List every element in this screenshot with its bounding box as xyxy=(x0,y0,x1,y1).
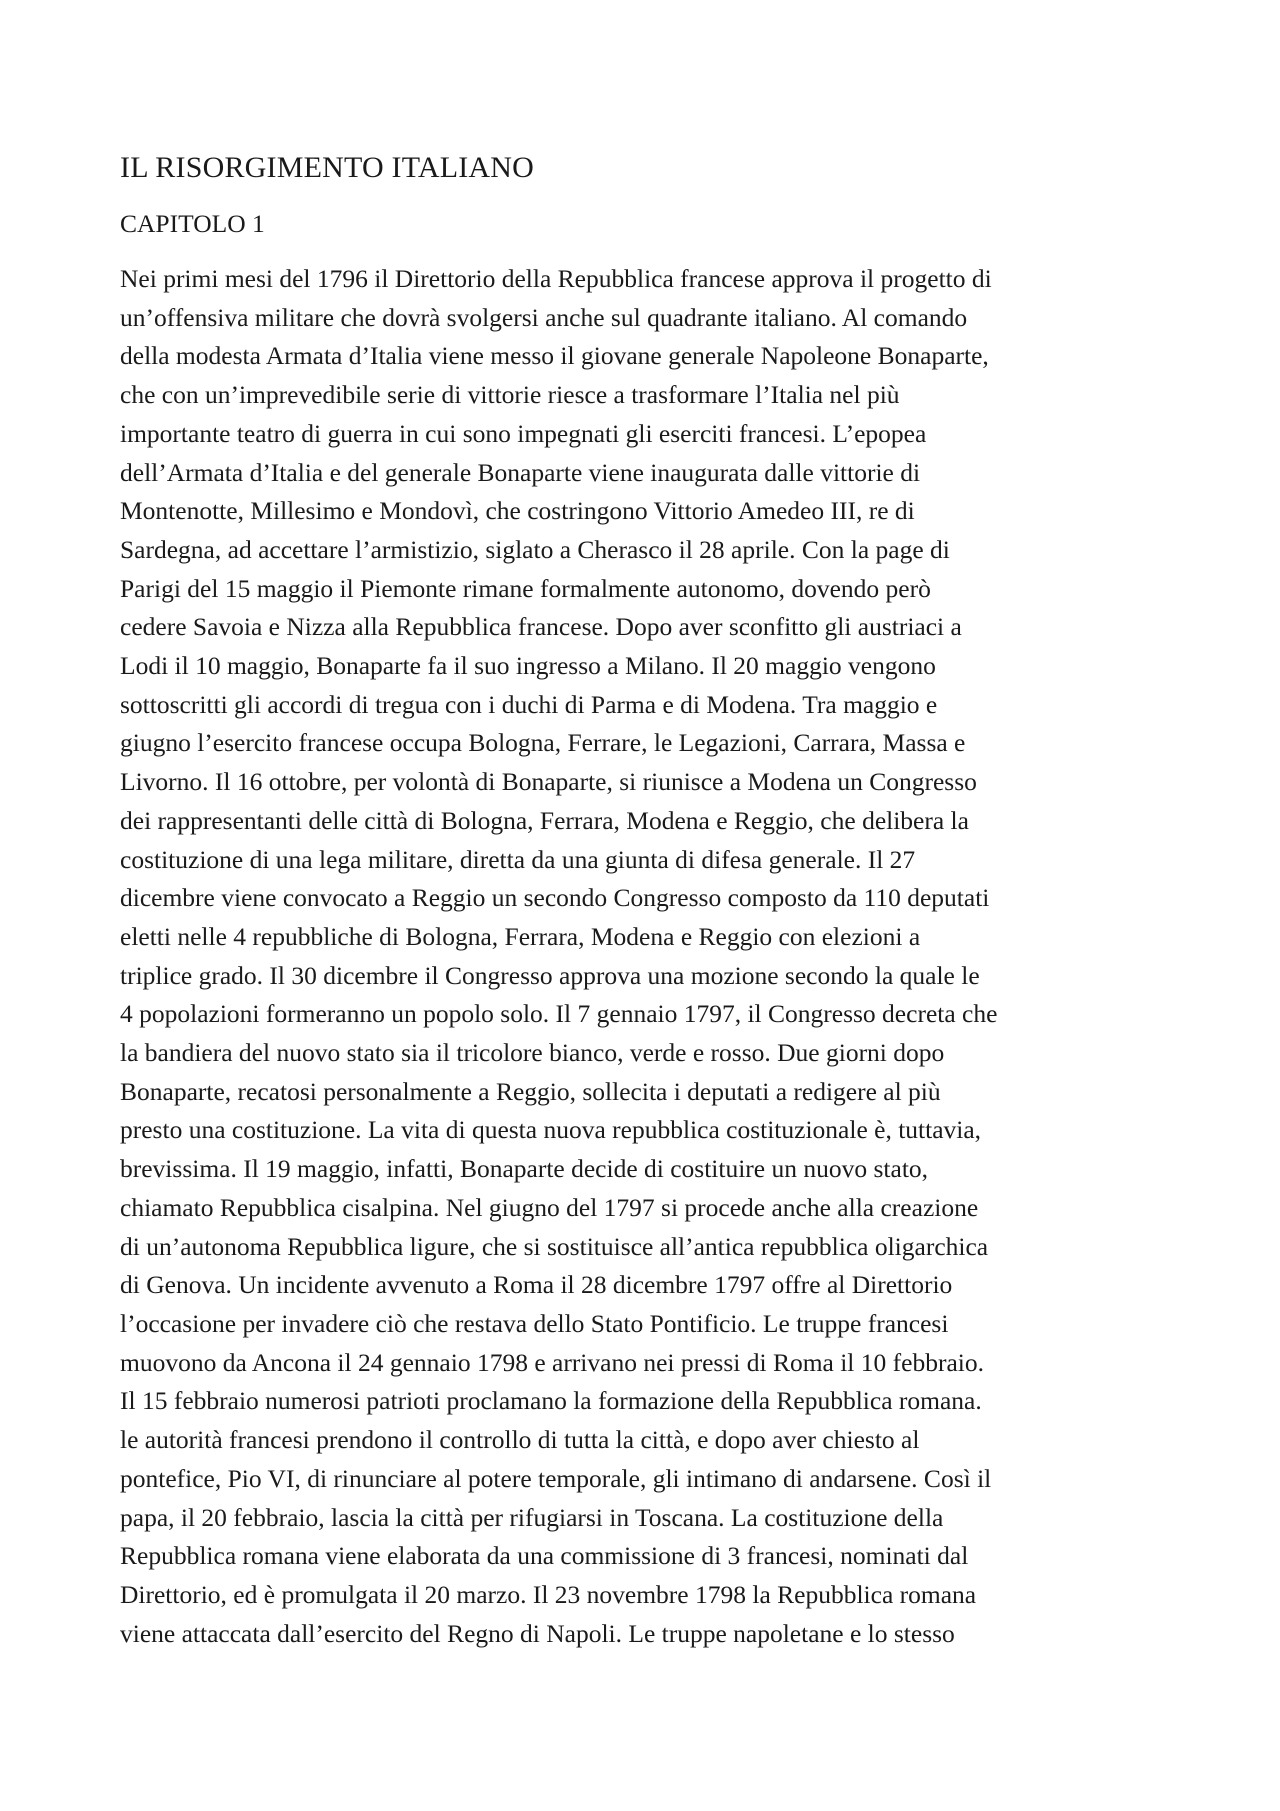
text-line: triplice grado. Il 30 dicembre il Congresso approva una mozione secondo la quale le xyxy=(120,960,980,990)
text-line: che con un’imprevedibile serie di vittorie riesce a trasformare l’Italia nel più xyxy=(120,380,900,410)
text-line: giugno l’esercito francese occupa Bologna, Ferrare, le Legazioni, Carrara, Massa e xyxy=(120,728,966,758)
text-line: brevissima. Il 19 maggio, infatti, Bonaparte decide di costituire un nuovo stato, xyxy=(120,1154,929,1184)
document-page xyxy=(120,148,1165,1653)
text-line: le autorità francesi prendono il controllo di tutta la città, e dopo aver chiesto al xyxy=(120,1425,920,1455)
text-line: di un’autonoma Repubblica ligure, che si sostituisce all’antica repubblica oligarchica xyxy=(120,1231,989,1261)
text-line: costituzione di una lega militare, diretta da una giunta di difesa generale. Il 27 xyxy=(120,844,916,874)
text-line: Parigi del 15 maggio il Piemonte rimane formalmente autonomo, dovendo però xyxy=(120,573,931,603)
text-line: viene attaccata dall’esercito del Regno di Napoli. Le truppe napoletane e lo stesso xyxy=(120,1618,955,1648)
text-line: muovono da Ancona il 24 gennaio 1798 e arrivano nei pressi di Roma il 10 febbraio. xyxy=(120,1347,984,1377)
text-line: eletti nelle 4 repubbliche di Bologna, Ferrara, Modena e Reggio con elezioni a xyxy=(120,921,921,951)
text-line: importante teatro di guerra in cui sono impegnati gli eserciti francesi. L’epopea xyxy=(120,418,927,448)
text-line: Bonaparte, recatosi personalmente a Reggio, sollecita i deputati a redigere al più xyxy=(120,1076,941,1106)
text-line: la bandiera del nuovo stato sia il tricolore bianco, verde e rosso. Due giorni dopo xyxy=(120,1038,945,1068)
body-paragraph xyxy=(120,260,1165,1653)
text-line: Montenotte, Millesimo e Mondovì, che costringono Vittorio Amedeo III, re di xyxy=(120,496,915,526)
text-line: papa, il 20 febbraio, lascia la città per rifugiarsi in Toscana. La costituzione della xyxy=(120,1502,944,1532)
document-title: IL RISORGIMENTO ITALIANO xyxy=(120,151,535,184)
text-line: dicembre viene convocato a Reggio un secondo Congresso composto da 110 deputati xyxy=(120,883,990,913)
text-line: 4 popolazioni formeranno un popolo solo. Il 7 gennaio 1797, il Congresso decreta che xyxy=(120,999,998,1029)
text-line: Sardegna, ad accettare l’armistizio, siglato a Cherasco il 28 aprile. Con la page di xyxy=(120,534,950,564)
chapter-heading: CAPITOLO 1 xyxy=(120,209,265,238)
text-line: dei rappresentanti delle città di Bologna, Ferrara, Modena e Reggio, che delibera la xyxy=(120,805,969,835)
text-line: pontefice, Pio VI, di rinunciare al potere temporale, gli intimano di andarsene. Così il xyxy=(120,1463,992,1493)
text-line: Livorno. Il 16 ottobre, per volontà di Bonaparte, si riunisce a Modena un Congresso xyxy=(120,767,977,797)
text-line: chiamato Repubblica cisalpina. Nel giugno del 1797 si procede anche alla creazione xyxy=(120,1192,979,1222)
text-line: cedere Savoia e Nizza alla Repubblica francese. Dopo aver sconfitto gli austriaci a xyxy=(120,612,962,642)
text-line: sottoscritti gli accordi di tregua con i duchi di Parma e di Modena. Tra maggio e xyxy=(120,689,938,719)
text-line: della modesta Armata d’Italia viene messo il giovane generale Napoleone Bonaparte, xyxy=(120,341,989,371)
text-line: dell’Armata d’Italia e del generale Bonaparte viene inaugurata dalle vittorie di xyxy=(120,457,921,487)
text-line: Lodi il 10 maggio, Bonaparte fa il suo ingresso a Milano. Il 20 maggio vengono xyxy=(120,651,936,681)
text-line: presto una costituzione. La vita di questa nuova repubblica costituzionale è, tuttavia, xyxy=(120,1115,982,1145)
text-line: Il 15 febbraio numerosi patrioti proclamano la formazione della Repubblica romana. xyxy=(120,1386,982,1416)
text-line: un’offensiva militare che dovrà svolgersi anche sul quadrante italiano. Al comando xyxy=(120,302,968,332)
text-line: l’occasione per invadere ciò che restava dello Stato Pontificio. Le truppe francesi xyxy=(120,1308,949,1338)
text-line: Direttorio, ed è promulgata il 20 marzo. Il 23 novembre 1798 la Repubblica romana xyxy=(120,1579,977,1609)
text-line: Nei primi mesi del 1796 il Direttorio della Repubblica francese approva il progetto di xyxy=(120,264,992,293)
text-line: Repubblica romana viene elaborata da una commissione di 3 francesi, nominati dal xyxy=(120,1541,969,1571)
text-line: di Genova. Un incidente avvenuto a Roma il 28 dicembre 1797 offre al Direttorio xyxy=(120,1270,953,1300)
